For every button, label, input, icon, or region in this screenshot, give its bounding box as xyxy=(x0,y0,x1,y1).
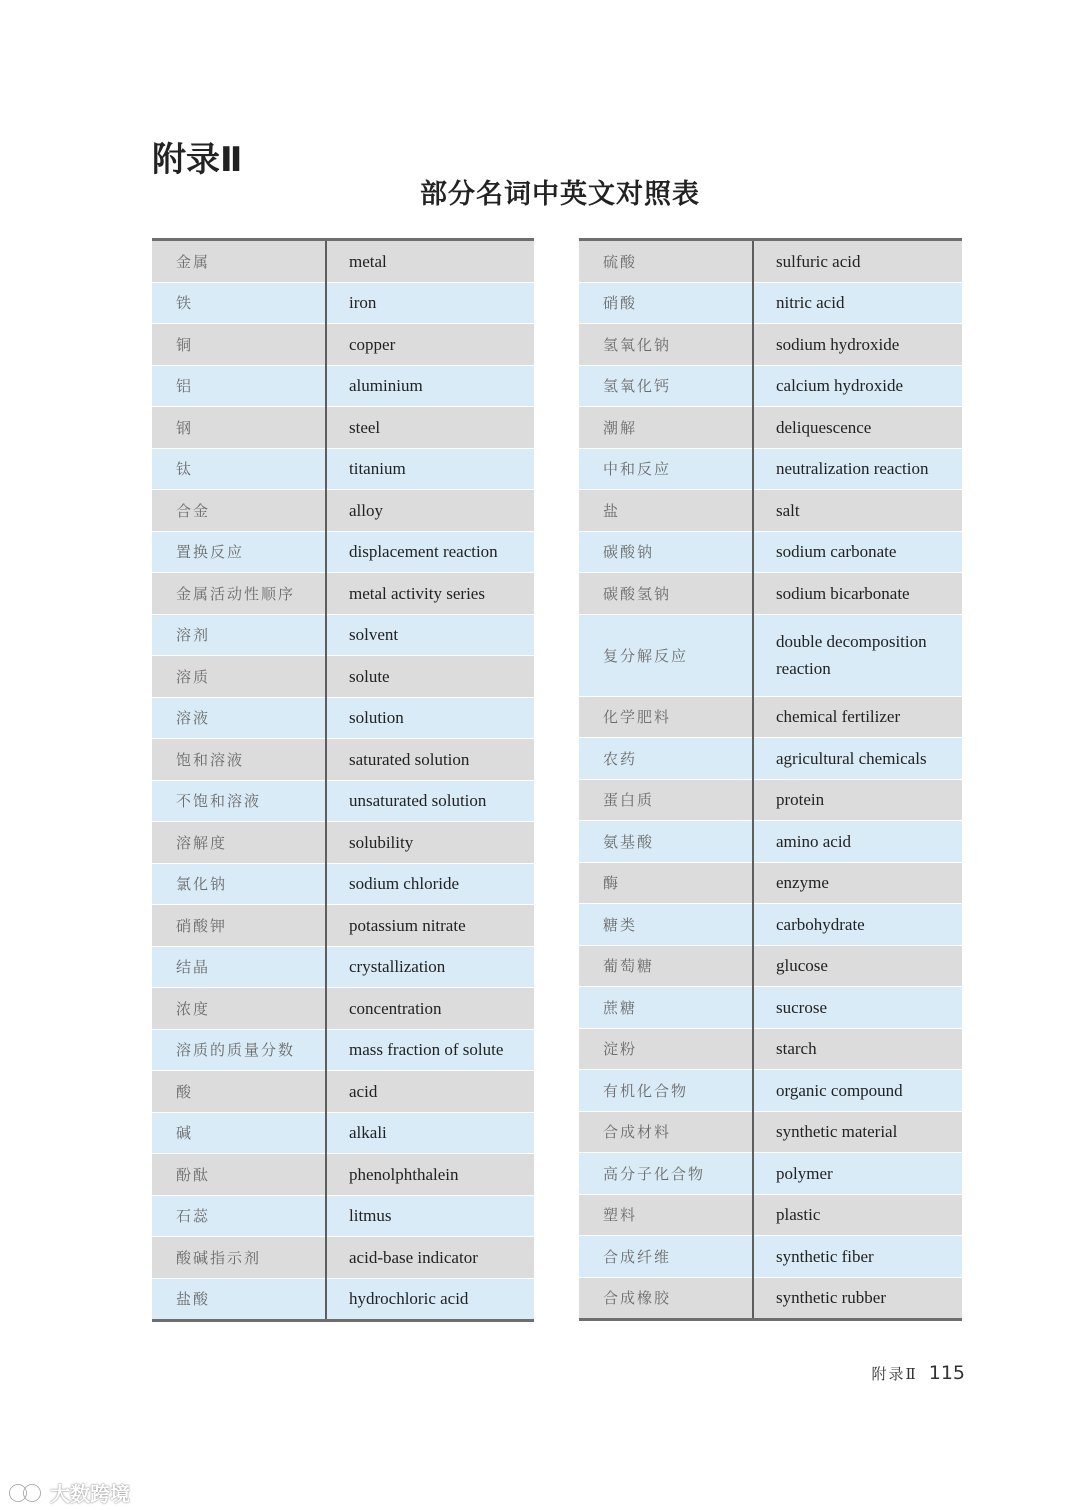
term-chinese: 铁 xyxy=(152,282,326,324)
term-english: agricultural chemicals xyxy=(753,738,962,780)
term-chinese: 铝 xyxy=(152,365,326,407)
term-english: sucrose xyxy=(753,987,962,1029)
table-row xyxy=(579,1194,962,1236)
glossary-table-left xyxy=(152,238,534,1322)
table-row xyxy=(579,1236,962,1278)
term-chinese: 糖类 xyxy=(579,904,753,946)
term-english: sodium carbonate xyxy=(753,531,962,573)
table-row xyxy=(579,614,962,696)
watermark-text: 大数跨境 xyxy=(50,1482,130,1506)
term-english: crystallization xyxy=(326,946,534,988)
table-row xyxy=(152,448,534,490)
table-row xyxy=(579,240,962,283)
term-chinese: 硫酸 xyxy=(579,240,753,283)
term-chinese: 金属活动性顺序 xyxy=(152,573,326,615)
table-row xyxy=(152,573,534,615)
term-chinese: 酸 xyxy=(152,1071,326,1113)
term-chinese: 合成橡胶 xyxy=(579,1277,753,1320)
term-chinese: 高分子化合物 xyxy=(579,1153,753,1195)
table-row xyxy=(579,407,962,449)
term-chinese: 合成材料 xyxy=(579,1111,753,1153)
table-row xyxy=(152,407,534,449)
term-chinese: 酶 xyxy=(579,862,753,904)
table-row xyxy=(152,240,534,283)
term-chinese: 复分解反应 xyxy=(579,614,753,696)
term-chinese: 氨基酸 xyxy=(579,821,753,863)
term-english: solvent xyxy=(326,614,534,656)
term-chinese: 塑料 xyxy=(579,1194,753,1236)
table-row xyxy=(152,780,534,822)
page-footer xyxy=(871,1362,965,1384)
table-row xyxy=(579,531,962,573)
term-english: aluminium xyxy=(326,365,534,407)
term-chinese: 溶质 xyxy=(152,656,326,698)
term-chinese: 钛 xyxy=(152,448,326,490)
table-row xyxy=(152,656,534,698)
term-english: chemical fertilizer xyxy=(753,696,962,738)
table-row xyxy=(152,739,534,781)
term-english: steel xyxy=(326,407,534,449)
table-row xyxy=(152,988,534,1030)
term-english: plastic xyxy=(753,1194,962,1236)
term-english: solubility xyxy=(326,822,534,864)
term-chinese: 氢氧化钙 xyxy=(579,365,753,407)
term-english: sodium hydroxide xyxy=(753,324,962,366)
table-row xyxy=(579,448,962,490)
table-row xyxy=(152,822,534,864)
term-english: solute xyxy=(326,656,534,698)
watermark-logo-icon xyxy=(8,1483,46,1503)
table-row xyxy=(152,531,534,573)
term-chinese: 碳酸氢钠 xyxy=(579,573,753,615)
table-row xyxy=(579,904,962,946)
term-english: mass fraction of solute xyxy=(326,1029,534,1071)
term-chinese: 钢 xyxy=(152,407,326,449)
term-english: displacement reaction xyxy=(326,531,534,573)
term-chinese: 有机化合物 xyxy=(579,1070,753,1112)
table-row xyxy=(152,282,534,324)
table-row xyxy=(152,1237,534,1279)
term-english: metal xyxy=(326,240,534,283)
table-row xyxy=(579,779,962,821)
term-chinese: 淀粉 xyxy=(579,1028,753,1070)
term-chinese: 氢氧化钠 xyxy=(579,324,753,366)
table-row xyxy=(152,1071,534,1113)
table-row xyxy=(579,738,962,780)
term-english: synthetic fiber xyxy=(753,1236,962,1278)
term-english: unsaturated solution xyxy=(326,780,534,822)
table-row xyxy=(579,365,962,407)
term-chinese: 不饱和溶液 xyxy=(152,780,326,822)
table-row xyxy=(152,1195,534,1237)
term-english: salt xyxy=(753,490,962,532)
term-english: alloy xyxy=(326,490,534,532)
term-english: synthetic rubber xyxy=(753,1277,962,1320)
term-english: alkali xyxy=(326,1112,534,1154)
term-chinese: 合成纤维 xyxy=(579,1236,753,1278)
term-english: organic compound xyxy=(753,1070,962,1112)
term-english: iron xyxy=(326,282,534,324)
table-row xyxy=(152,697,534,739)
page-number: 115 xyxy=(928,1362,965,1384)
watermark xyxy=(8,1478,130,1507)
term-chinese: 盐酸 xyxy=(152,1278,326,1321)
term-english: enzyme xyxy=(753,862,962,904)
term-english: solution xyxy=(326,697,534,739)
term-chinese: 金属 xyxy=(152,240,326,283)
table-row xyxy=(152,490,534,532)
term-english: acid xyxy=(326,1071,534,1113)
term-chinese: 溶液 xyxy=(152,697,326,739)
table-row xyxy=(579,324,962,366)
term-chinese: 硝酸 xyxy=(579,282,753,324)
term-chinese: 酸碱指示剂 xyxy=(152,1237,326,1279)
term-chinese: 潮解 xyxy=(579,407,753,449)
term-english: concentration xyxy=(326,988,534,1030)
table-row xyxy=(152,1112,534,1154)
term-chinese: 结晶 xyxy=(152,946,326,988)
term-chinese: 浓度 xyxy=(152,988,326,1030)
footer-appendix-label: 附录Ⅱ xyxy=(871,1365,918,1383)
term-english: starch xyxy=(753,1028,962,1070)
term-chinese: 化学肥料 xyxy=(579,696,753,738)
term-chinese: 石蕊 xyxy=(152,1195,326,1237)
term-english: copper xyxy=(326,324,534,366)
term-chinese: 蔗糖 xyxy=(579,987,753,1029)
term-chinese: 置换反应 xyxy=(152,531,326,573)
term-chinese: 溶剂 xyxy=(152,614,326,656)
table-row xyxy=(152,614,534,656)
table-row xyxy=(579,945,962,987)
term-chinese: 中和反应 xyxy=(579,448,753,490)
term-english: litmus xyxy=(326,1195,534,1237)
term-english: acid-base indicator xyxy=(326,1237,534,1279)
table-row xyxy=(579,862,962,904)
term-english: double decomposition reaction xyxy=(753,614,962,696)
term-chinese: 碳酸钠 xyxy=(579,531,753,573)
table-row xyxy=(579,1277,962,1320)
term-english: sodium bicarbonate xyxy=(753,573,962,615)
appendix-heading: 附录Ⅱ xyxy=(152,140,243,180)
term-chinese: 铜 xyxy=(152,324,326,366)
term-chinese: 氯化钠 xyxy=(152,863,326,905)
table-row xyxy=(152,905,534,947)
term-english: sulfuric acid xyxy=(753,240,962,283)
table-row xyxy=(579,821,962,863)
term-english: polymer xyxy=(753,1153,962,1195)
table-row xyxy=(579,987,962,1029)
table-row xyxy=(152,1278,534,1321)
term-chinese: 蛋白质 xyxy=(579,779,753,821)
term-chinese: 溶解度 xyxy=(152,822,326,864)
term-chinese: 饱和溶液 xyxy=(152,739,326,781)
table-row xyxy=(152,946,534,988)
table-row xyxy=(579,1111,962,1153)
table-row xyxy=(579,282,962,324)
table-row xyxy=(579,573,962,615)
term-english: nitric acid xyxy=(753,282,962,324)
term-english: potassium nitrate xyxy=(326,905,534,947)
term-english: protein xyxy=(753,779,962,821)
term-english: phenolphthalein xyxy=(326,1154,534,1196)
table-row xyxy=(152,1029,534,1071)
table-row xyxy=(152,863,534,905)
term-english: sodium chloride xyxy=(326,863,534,905)
term-english: hydrochloric acid xyxy=(326,1278,534,1321)
term-english: titanium xyxy=(326,448,534,490)
term-chinese: 碱 xyxy=(152,1112,326,1154)
table-row xyxy=(579,1070,962,1112)
table-row xyxy=(579,696,962,738)
glossary-table-right xyxy=(579,238,962,1321)
table-row xyxy=(152,324,534,366)
term-english: deliquescence xyxy=(753,407,962,449)
term-english: calcium hydroxide xyxy=(753,365,962,407)
table-row xyxy=(152,1154,534,1196)
term-chinese: 溶质的质量分数 xyxy=(152,1029,326,1071)
term-chinese: 葡萄糖 xyxy=(579,945,753,987)
term-english: synthetic material xyxy=(753,1111,962,1153)
term-chinese: 盐 xyxy=(579,490,753,532)
term-english: metal activity series xyxy=(326,573,534,615)
term-chinese: 合金 xyxy=(152,490,326,532)
term-english: amino acid xyxy=(753,821,962,863)
term-english: carbohydrate xyxy=(753,904,962,946)
term-chinese: 酚酞 xyxy=(152,1154,326,1196)
term-chinese: 硝酸钾 xyxy=(152,905,326,947)
term-english: saturated solution xyxy=(326,739,534,781)
term-english: glucose xyxy=(753,945,962,987)
table-row xyxy=(152,365,534,407)
glossary-title: 部分名词中英文对照表 xyxy=(420,179,700,210)
term-english: neutralization reaction xyxy=(753,448,962,490)
table-row xyxy=(579,1153,962,1195)
table-row xyxy=(579,490,962,532)
term-chinese: 农药 xyxy=(579,738,753,780)
table-row xyxy=(579,1028,962,1070)
